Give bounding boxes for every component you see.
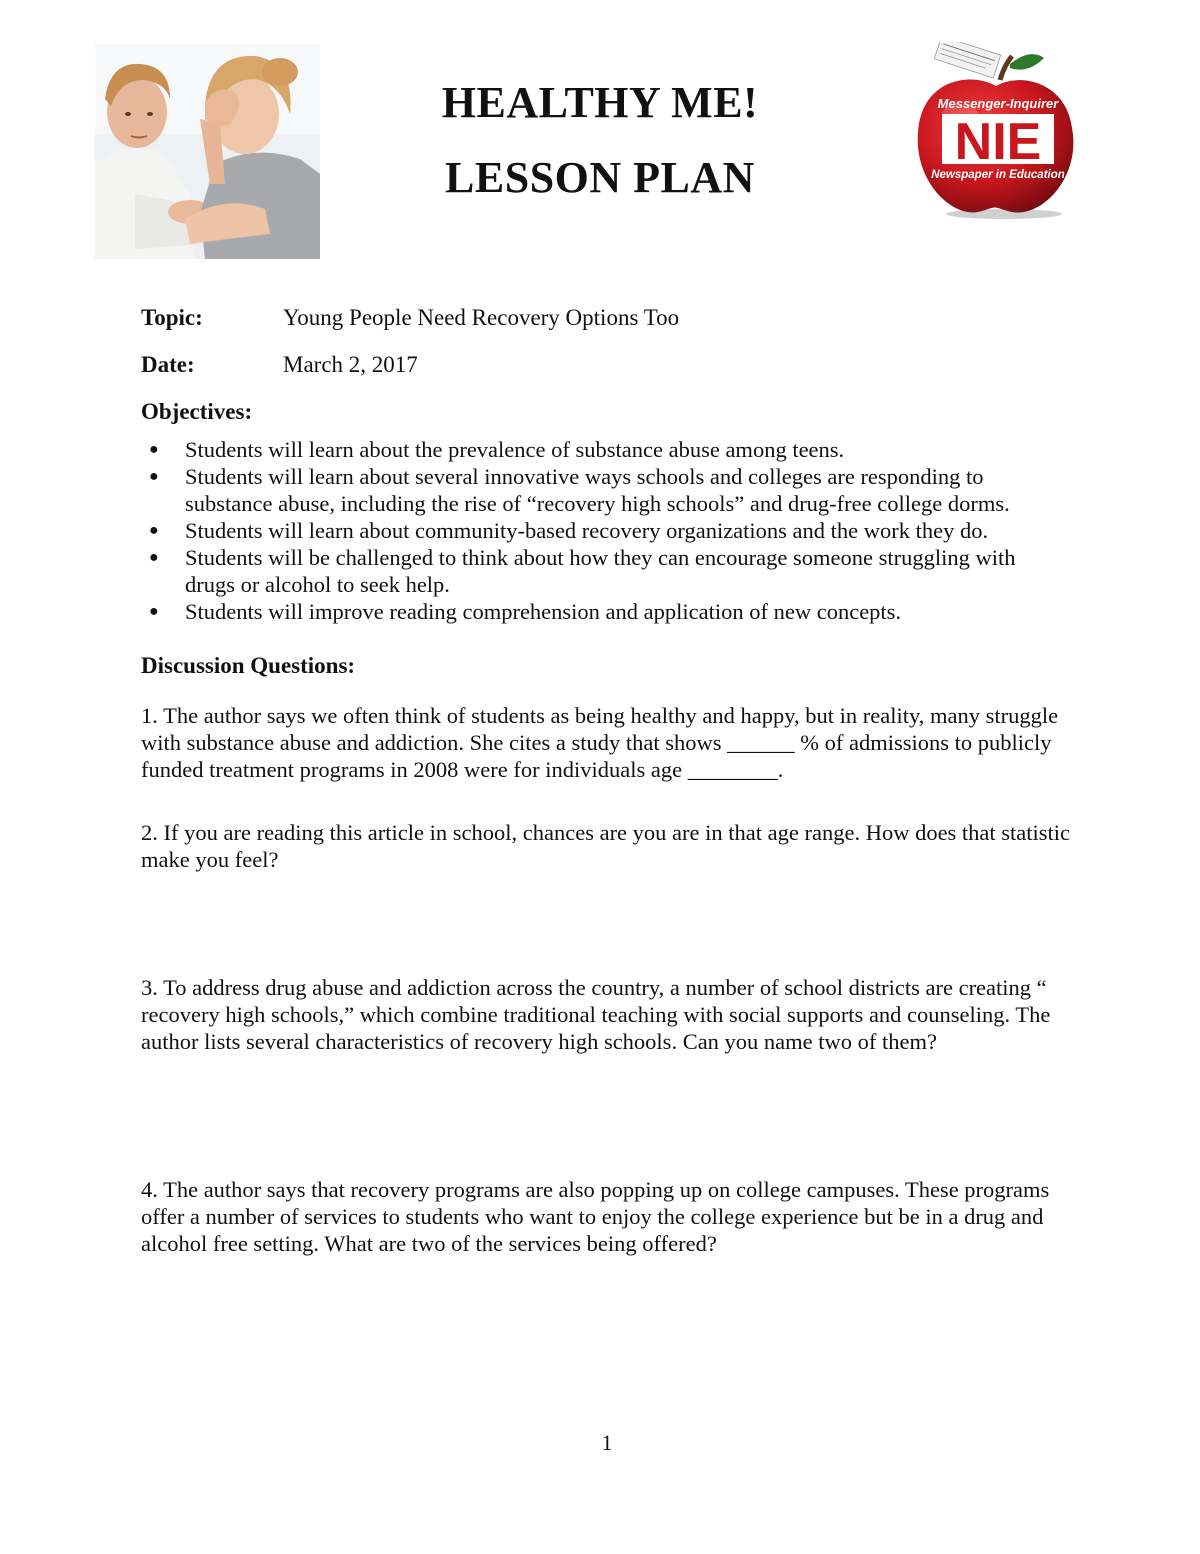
bullet-icon: ●	[149, 522, 159, 539]
objective-text: Students will learn about the prevalence of substance abuse among teens.	[185, 437, 845, 462]
list-item	[141, 463, 1071, 517]
objective-text: Students will learn about community-based recovery organizations and the work they do.	[185, 518, 989, 543]
list-item	[141, 517, 1071, 544]
logo-brand-bottom: Newspaper in Education	[931, 169, 1065, 181]
objective-text: Students will improve reading comprehension and application of new concepts.	[185, 599, 902, 624]
page-subtitle: LESSON PLAN	[445, 153, 755, 202]
logo-brand-main: NIE	[954, 113, 1042, 171]
bullet-icon: ●	[149, 603, 159, 620]
objectives-list	[141, 436, 1071, 625]
objectives-heading: Objectives:	[141, 399, 253, 424]
list-item	[141, 598, 1071, 625]
logo-brand-top: Messenger-Inquirer	[937, 96, 1059, 111]
objective-text: Students will be challenged to think about how they can encourage someone struggling with drugs or alcohol to seek help.	[185, 545, 1016, 597]
date-label: Date:	[141, 352, 195, 377]
bullet-icon: ●	[149, 468, 159, 485]
question-1: 1. The author says we often think of students as being healthy and happy, but in reality, many struggle with substance abuse and addiction. She cites a study that shows ______ % of admissions to publicly funded treatment programs in 2008 were for individuals age ________.	[141, 703, 1059, 782]
list-item	[141, 544, 1071, 598]
question-2: 2. If you are reading this article in school, chances are you are in that age range. How does that statistic make you feel?	[141, 820, 1071, 872]
bullet-icon: ●	[149, 549, 159, 566]
list-item	[141, 436, 1071, 463]
discussion-heading: Discussion Questions:	[141, 653, 356, 678]
topic-label: Topic:	[141, 305, 203, 330]
question-4: 4. The author says that recovery programs are also popping up on college campuses. These programs offer a number of services to students who want to enjoy the college experience but be in a drug and alcohol free setting. What are two of the services being offered?	[141, 1177, 1050, 1256]
bullet-icon: ●	[149, 441, 159, 458]
logo-tagline: In Our Community... That's My Kid	[912, 42, 927, 43]
page-number: 1	[601, 1430, 613, 1455]
page-title: HEALTHY ME!	[441, 78, 759, 127]
topic-value: Young People Need Recovery Options Too	[283, 305, 680, 330]
nie-apple-logo	[912, 42, 1080, 220]
two-women-photo	[95, 44, 320, 259]
date-value: March 2, 2017	[283, 352, 418, 377]
objective-text: Students will learn about several innovative ways schools and colleges are responding to substance abuse, including the rise of “recovery high schools” and drug-free college dorms.	[185, 464, 1010, 516]
question-3: 3. To address drug abuse and addiction across the country, a number of school districts are creating “ recovery high schools,” which combine traditional teaching with social supports and counseling. The author lists several characteristics of recovery high schools. Can you name two of them?	[141, 975, 1051, 1054]
